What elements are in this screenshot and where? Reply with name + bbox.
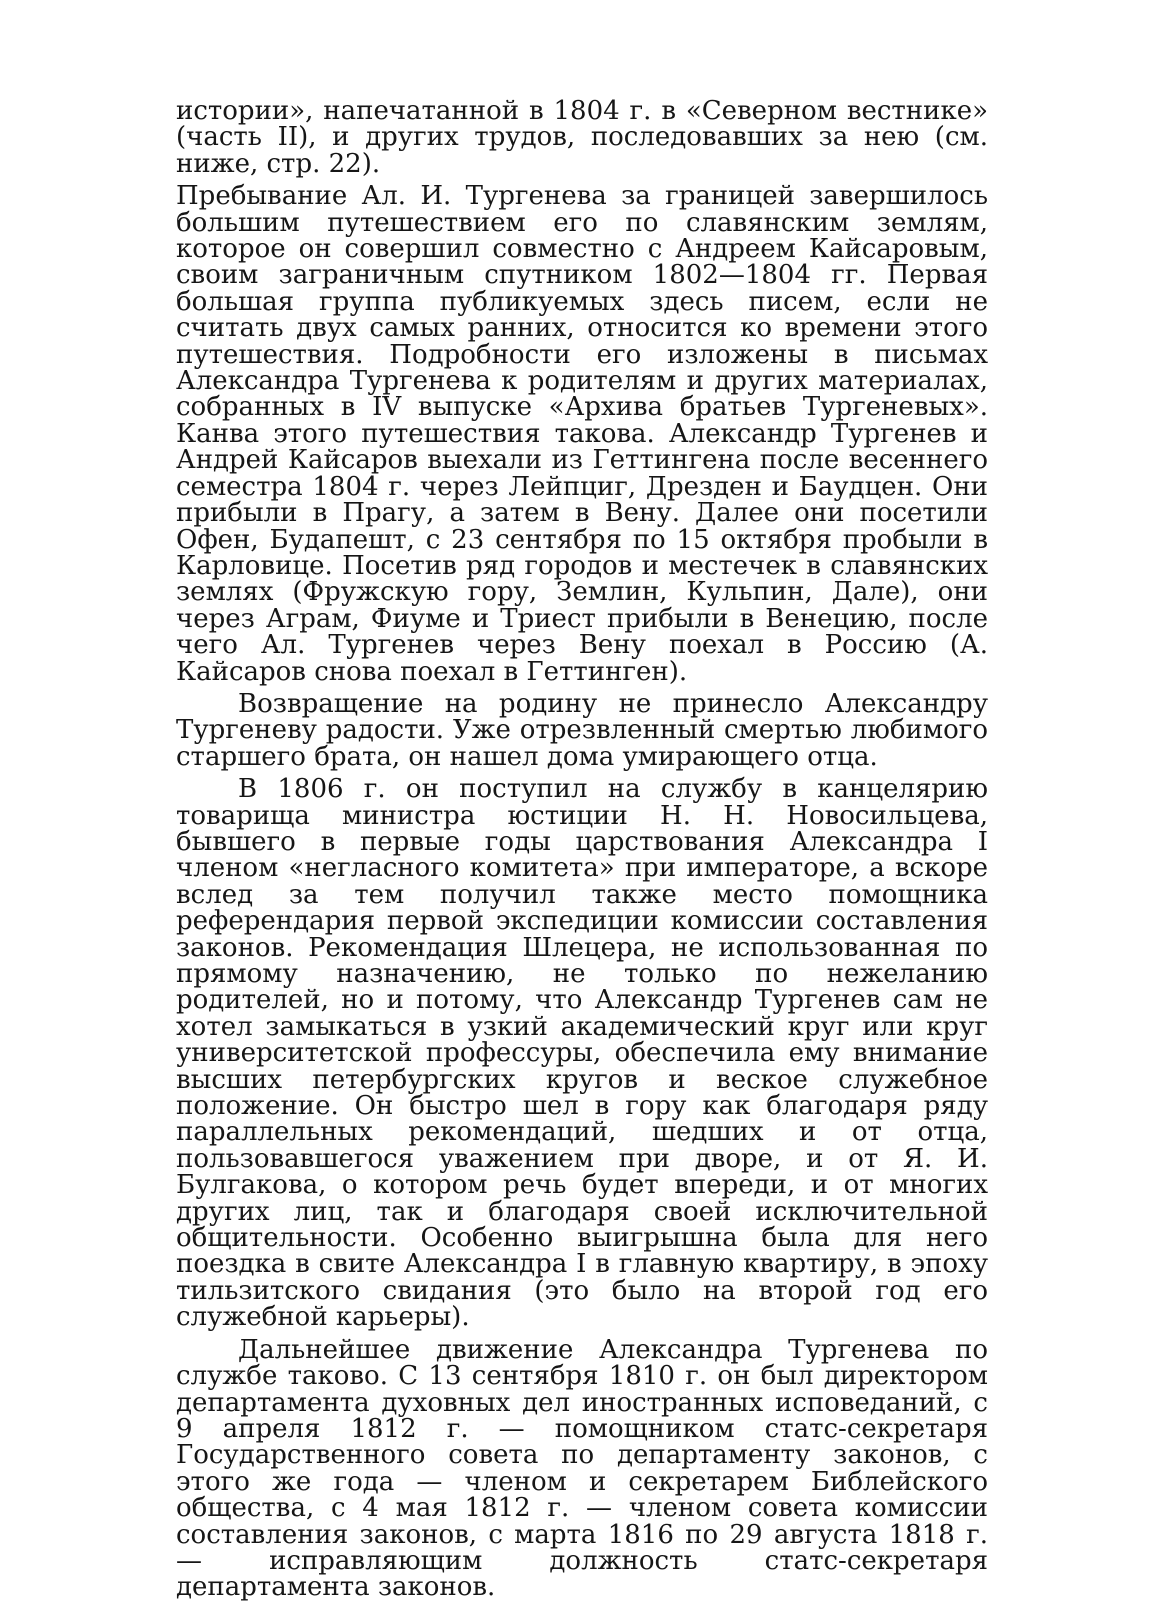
paragraph-service-start: В 1806 г. он поступил на службу в канцелярию товарища министра юстиции Н. Н. Новосильцева, бывшего в первые годы царствования Александра I членом «негласного комитета» при императоре, а вскоре вслед за тем получил также место помощника референдария первой экспедиции комиссии составления законов. Рекомендация Шлецера, не использованная по прямому назначению, не только по нежеланию родителей, но и потому, что Александр Тургенев сам не хотел замыкаться в узкий академический круг или круг университетской профессуры, обеспечила ему внимание высших петербургских кругов и веское служебное положение. Он быстро шел в гору как благодаря ряду параллельных рекомендаций, шедших и от отца, пользовавшегося уважением при дворе, и от Я. И. Булгакова, о котором речь будет впереди, и от многих других лиц, так и благодаря своей исключительной общительности. Особенно выигрышна была для него поездка в свите Александра I в главную квартиру, в эпоху тильзитского свидания (это было на второй год его служебной карьеры). <box>176 774 988 1333</box>
paragraph-continuation: истории», напечатанной в 1804 г. в «Северном вестнике» (часть II), и других трудов, последовавших за нею (см. ниже, стр. 22). <box>176 96 988 179</box>
paragraph-career: Дальнейшее движение Александра Тургенева по службе таково. С 13 сентября 1810 г. он был директором департамента духовных дел иностранных исповеданий, с 9 апреля 1812 г. — помощником статс-секретаря Государственного совета по департаменту законов, с этого же года — членом и секретарем Библейского общества, с 4 мая 1812 г. — членом совета комиссии составления законов, с марта 1816 по 29 августа 1818 г. — исправляющим должность статс-секретаря департамента законов. <box>176 1334 988 1603</box>
paragraph-travel: Пребывание Ал. И. Тургенева за границей завершилось большим путешествием его по славянским землям, которое он совершил совместно с Андреем Кайсаровым, своим заграничным спутником 1802—1804 гг. Первая большая группа публикуемых здесь писем, если не считать двух самых ранних, относится ко времени этого путешествия. Подробности его изложены в письмах Александра Тургенева к родителям и других материалах, собранных в IV выпуске «Архива братьев Тургеневых». Канва этого путешествия такова. Александр Тургенев и Андрей Кайсаров выехали из Геттингена после весеннего семестра 1804 г. через Лейпциг, Дрезден и Баудцен. Они прибыли в Прагу, а затем в Вену. Далее они посетили Офен, Будапешт, с 23 сентября по 15 октября пробыли в Карловице. Посетив ряд городов и местечек в славянских землях (Фружскую гору, Землин, Кульпин, Дале), они через Аграм, Фиуме и Триест прибыли в Венецию, после чего Ал. Тургенев через Вену поехал в Россию (А. Кайсаров снова поехал в Геттинген). <box>176 181 988 687</box>
paragraph-return: Возвращение на родину не принесло Александру Тургеневу радости. Уже отрезвленный смертью любимого старшего брата, он нашел дома умирающего отца. <box>176 688 988 772</box>
body-text <box>176 98 988 1607</box>
